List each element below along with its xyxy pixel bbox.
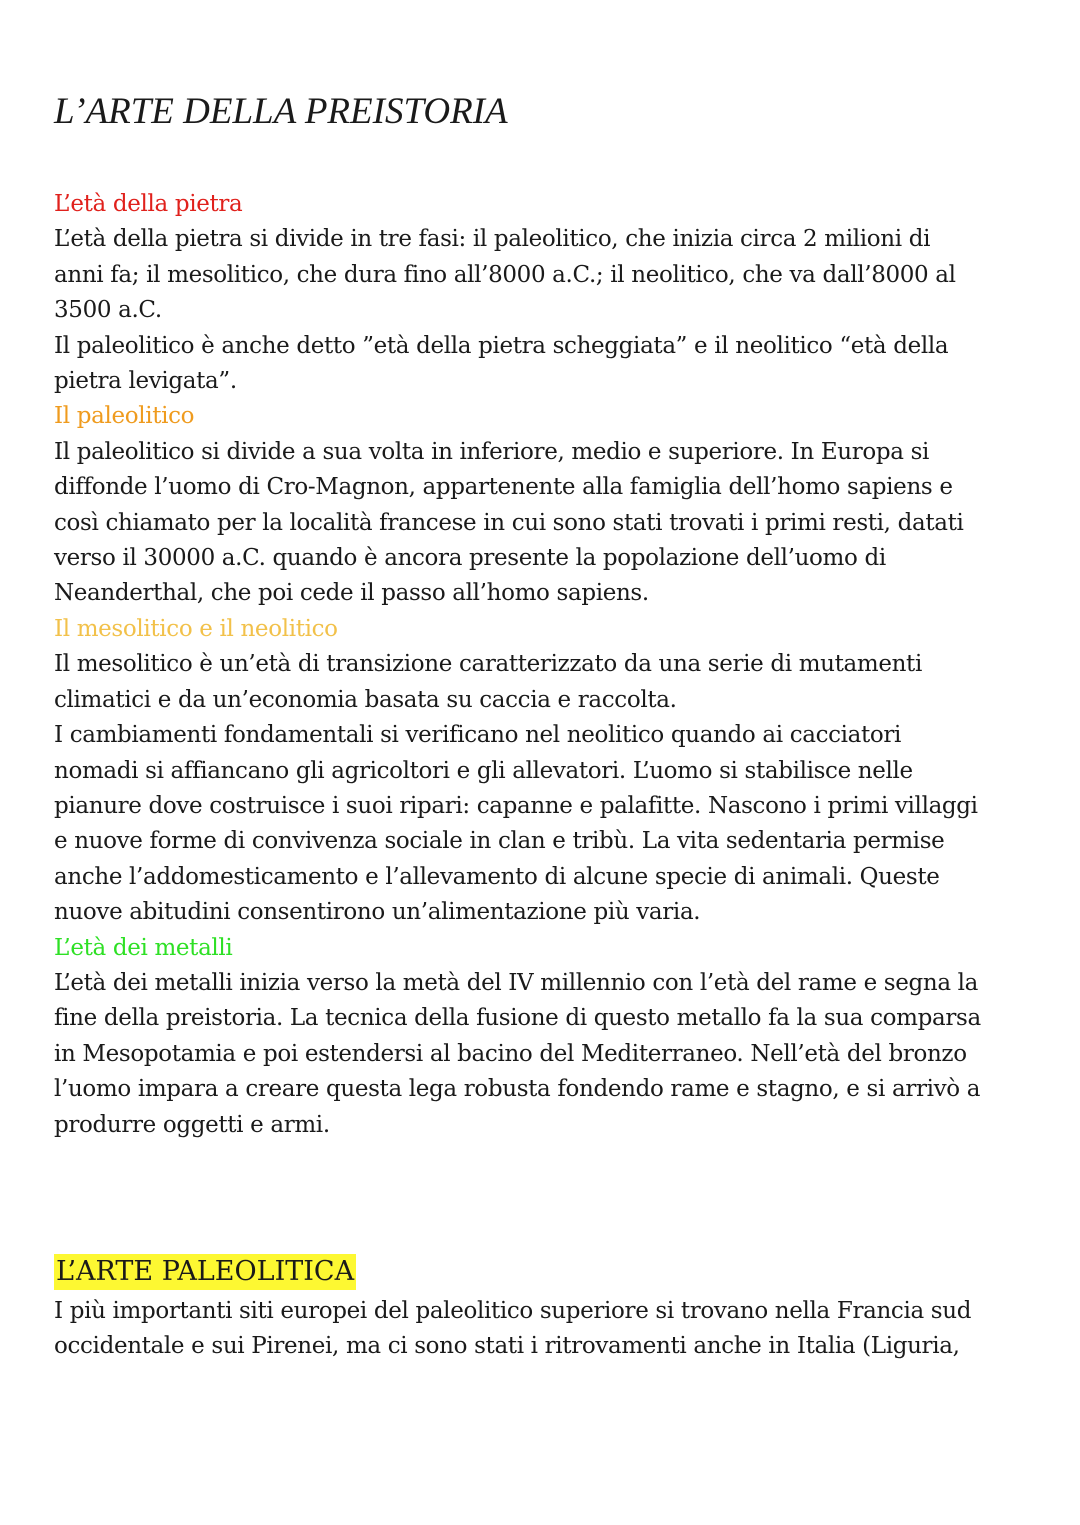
paragraph-line: l’uomo impara a creare questa lega robusta fondendo rame e stagno, e si arrivò a xyxy=(54,1076,981,1103)
section-heading-eta-metalli: L’età dei metalli xyxy=(54,934,233,961)
paragraph-line: anni fa; il mesolitico, che dura fino all’8000 a.C.; il neolitico, che va dall’8000 al xyxy=(54,261,956,288)
paragraph-line: anche l’addomesticamento e l’allevamento di alcune specie di animali. Queste xyxy=(54,863,940,890)
arte-paleolitica-section xyxy=(54,1254,1034,1365)
paragraph-line: Il paleolitico si divide a sua volta in inferiore, medio e superiore. In Europa si xyxy=(54,438,930,465)
paragraph-line: nuove abitudini consentirono un’alimentazione più varia. xyxy=(54,899,701,926)
paragraph-line: pianure dove costruisce i suoi ripari: capanne e palafitte. Nascono i primi villaggi xyxy=(54,792,978,819)
paragraph-line: fine della preistoria. La tecnica della fusione di questo metallo fa la sua comparsa xyxy=(54,1005,981,1032)
section-heading-mesolitico-neolitico: Il mesolitico e il neolitico xyxy=(54,615,338,642)
paragraph-line: pietra levigata”. xyxy=(54,368,237,395)
paragraph-line: I cambiamenti fondamentali si verificano nel neolitico quando ai cacciatori xyxy=(54,722,902,749)
paragraph-line: 3500 a.C. xyxy=(54,297,162,324)
paragraph-line: Il mesolitico è un’età di transizione caratterizzato da una serie di mutamenti xyxy=(54,651,922,678)
paragraph-line: occidentale e sui Pirenei, ma ci sono stati i ritrovamenti anche in Italia (Liguria, xyxy=(54,1333,960,1360)
document-title: L’ARTE DELLA PREISTORIA xyxy=(54,91,508,132)
paragraph-line: nomadi si affiancano gli agricoltori e gli allevatori. L’uomo si stabilisce nelle xyxy=(54,757,913,784)
paragraph-line: Neanderthal, che poi cede il passo all’homo sapiens. xyxy=(54,580,649,607)
section-heading-paleolitico: Il paleolitico xyxy=(54,403,195,430)
paragraph-line: Il paleolitico è anche detto ”età della pietra scheggiata” e il neolitico “età della xyxy=(54,332,949,359)
section-heading-eta-pietra: L’età della pietra xyxy=(54,191,243,217)
document-body xyxy=(54,187,1034,1143)
paragraph-line: così chiamato per la località francese in cui sono stati trovati i primi resti, datati xyxy=(54,509,964,536)
paragraph-line: diffonde l’uomo di Cro-Magnon, appartenente alla famiglia dell’homo sapiens e xyxy=(54,474,953,501)
paragraph-line: e nuove forme di convivenza sociale in clan e tribù. La vita sedentaria permise xyxy=(54,828,945,855)
paragraph-line: verso il 30000 a.C. quando è ancora presente la popolazione dell’uomo di xyxy=(54,545,886,572)
paragraph-line: L’età dei metalli inizia verso la metà del IV millennio con l’età del rame e segna la xyxy=(54,969,979,996)
paragraph-line: L’età della pietra si divide in tre fasi: il paleolitico, che inizia circa 2 milioni di xyxy=(54,226,931,253)
paragraph-line: in Mesopotamia e poi estendersi al bacino del Mediterraneo. Nell’età del bronzo xyxy=(54,1040,967,1067)
highlighted-heading-arte-paleolitica: L’ARTE PALEOLITICA xyxy=(54,1254,356,1290)
paragraph-line: produrre oggetti e armi. xyxy=(54,1111,330,1138)
paragraph-line: I più importanti siti europei del paleolitico superiore si trovano nella Francia sud xyxy=(54,1298,972,1324)
paragraph-line: climatici e da un’economia basata su caccia e raccolta. xyxy=(54,686,677,713)
